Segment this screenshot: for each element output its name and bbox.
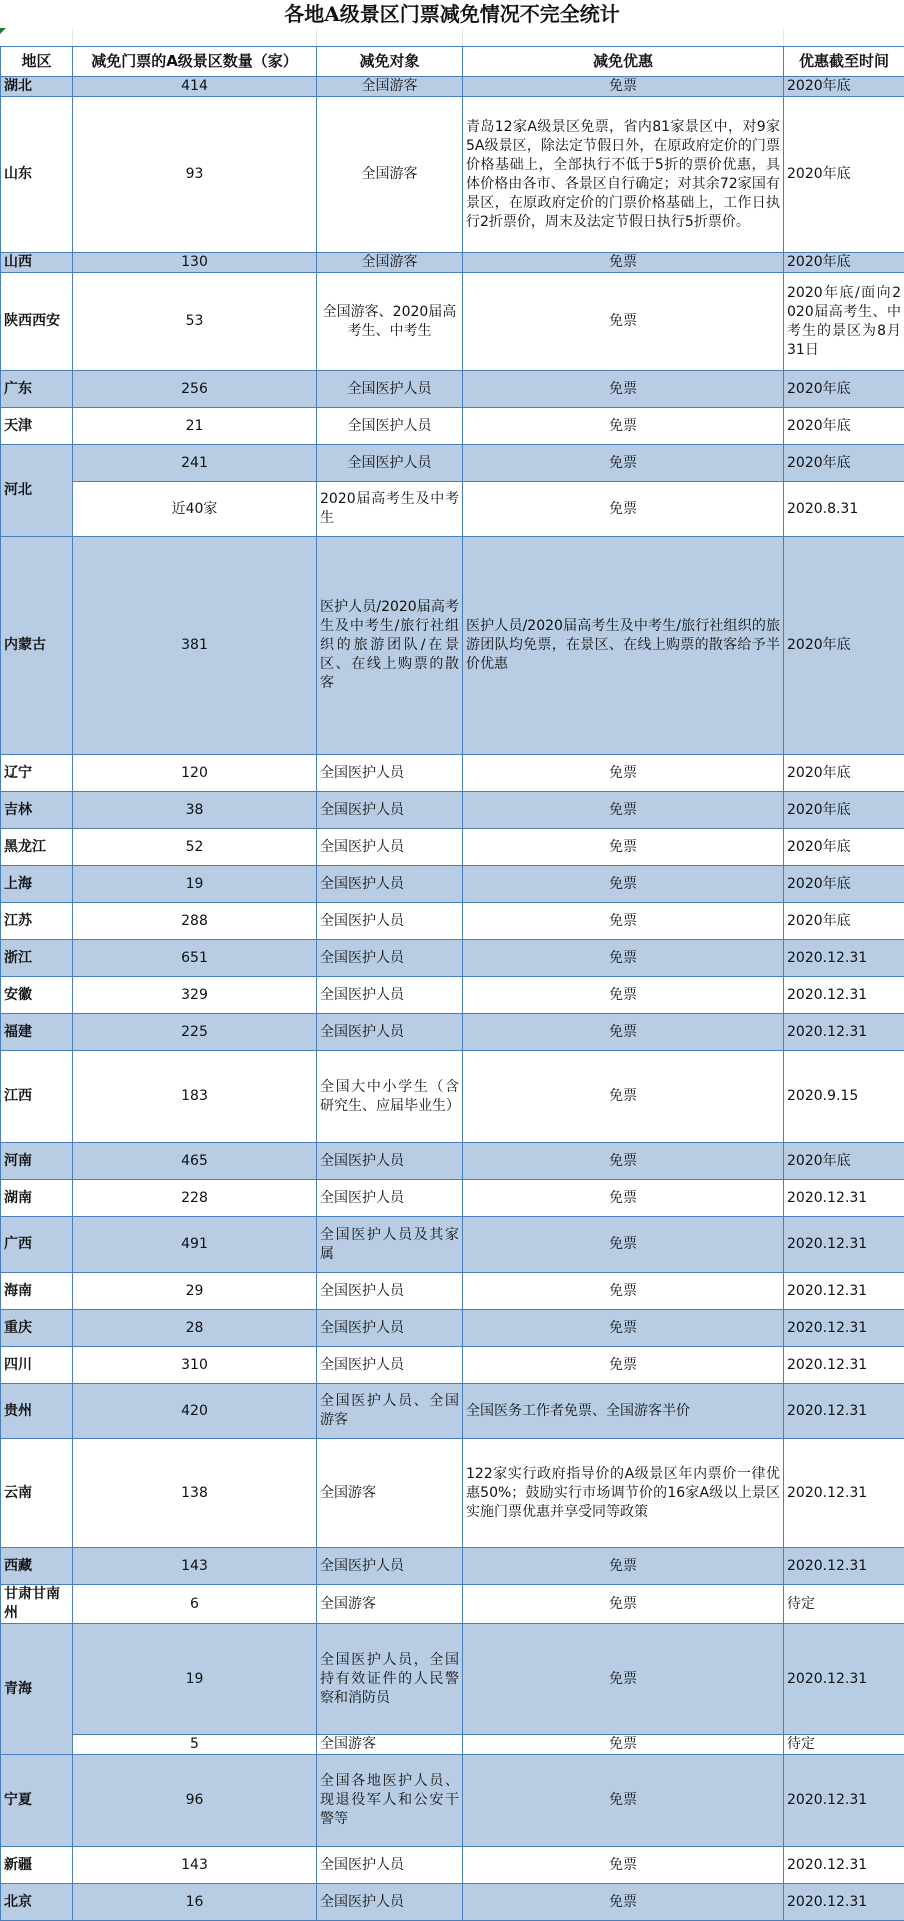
- discount-cell: 青岛12家A级景区免票，省内81家景区中，对9家5A级景区，除法定节假日外，在原政府定价的门票价格基础上，全部执行不低于5折的票价优惠，具体价格由各市、各景区自行确定；对其余72家国有景区，在原政府定价的门票价格基础上，工作日执行2折票价，周末及法定节假日执行5折票价。: [463, 97, 784, 253]
- table-row: [1, 1347, 904, 1384]
- deadline-cell: 2020年底: [784, 866, 904, 903]
- count-cell: 130: [73, 253, 317, 273]
- discount-cell: 免票: [463, 253, 784, 273]
- table-row: [1, 1624, 904, 1735]
- target-cell: 全国医护人员及其家属: [317, 1217, 463, 1273]
- table-row: [1, 1548, 904, 1585]
- table-row: [1, 1217, 904, 1273]
- discount-cell: 免票: [463, 1755, 784, 1847]
- target-cell: 全国各地医护人员、现退役军人和公安干警等: [317, 1755, 463, 1847]
- region-cell: 河南: [1, 1143, 73, 1180]
- deadline-cell: 2020年底: [784, 97, 904, 253]
- discount-cell: 免票: [463, 371, 784, 408]
- table-row: [1, 371, 904, 408]
- deadline-cell: 2020.12.31: [784, 1310, 904, 1347]
- region-cell: 天津: [1, 408, 73, 445]
- header-region: 地区: [1, 47, 73, 77]
- table-row: [1, 1051, 904, 1143]
- region-cell: 北京: [1, 1884, 73, 1921]
- deadline-cell: 2020.12.31: [784, 1548, 904, 1585]
- table-row: [1, 1384, 904, 1439]
- table-row: [1, 1180, 904, 1217]
- count-cell: 21: [73, 408, 317, 445]
- target-cell: 全国医护人员: [317, 792, 463, 829]
- deadline-cell: 2020年底/面向2020届高考生、中考生的景区为8月31日: [784, 273, 904, 371]
- header-count: 减免门票的A级景区数量（家）: [73, 47, 317, 77]
- count-cell: 420: [73, 1384, 317, 1439]
- table-row: [1, 1884, 904, 1921]
- count-cell: 288: [73, 903, 317, 940]
- count-cell: 465: [73, 1143, 317, 1180]
- region-cell: 新疆: [1, 1847, 73, 1884]
- table-row: [1, 1439, 904, 1548]
- count-cell: 5: [73, 1735, 317, 1755]
- deadline-cell: 2020.12.31: [784, 977, 904, 1014]
- region-cell: 青海: [1, 1624, 73, 1755]
- table-row: [1, 1143, 904, 1180]
- count-cell: 近40家: [73, 482, 317, 537]
- discount-cell: 免票: [463, 1014, 784, 1051]
- count-cell: 96: [73, 1755, 317, 1847]
- discount-cell: 免票: [463, 755, 784, 792]
- deadline-cell: 2020年底: [784, 371, 904, 408]
- header-target: 减免对象: [317, 47, 463, 77]
- count-cell: 310: [73, 1347, 317, 1384]
- target-cell: 全国医护人员: [317, 1847, 463, 1884]
- target-cell: 全国医护人员: [317, 1310, 463, 1347]
- sheet-title: 各地A级景区门票减免情况不完全统计: [0, 0, 904, 28]
- target-cell: 全国游客: [317, 1735, 463, 1755]
- region-cell: 广西: [1, 1217, 73, 1273]
- deadline-cell: 待定: [784, 1735, 904, 1755]
- count-cell: 19: [73, 866, 317, 903]
- header-discount: 减免优惠: [463, 47, 784, 77]
- discount-cell: 免票: [463, 1273, 784, 1310]
- count-cell: 329: [73, 977, 317, 1014]
- discount-cell: 122家实行政府指导价的A级景区年内票价一律优惠50%；鼓励实行市场调节价的16家A级以上景区实施门票优惠并享受同等政策: [463, 1439, 784, 1548]
- region-cell: 山西: [1, 253, 73, 273]
- discount-cell: 免票: [463, 866, 784, 903]
- target-cell: 全国医护人员: [317, 1273, 463, 1310]
- target-cell: 全国医护人员: [317, 866, 463, 903]
- region-cell: 黑龙江: [1, 829, 73, 866]
- table-row: [1, 977, 904, 1014]
- target-cell: 全国医护人员: [317, 1884, 463, 1921]
- target-cell: 全国医护人员: [317, 903, 463, 940]
- region-cell: 湖南: [1, 1180, 73, 1217]
- discount-cell: 免票: [463, 77, 784, 97]
- region-cell: 西藏: [1, 1548, 73, 1585]
- empty-grid-row: [0, 28, 904, 47]
- deadline-cell: 2020年底: [784, 253, 904, 273]
- deadline-cell: 2020年底: [784, 829, 904, 866]
- target-cell: 全国医护人员、全国游客: [317, 1384, 463, 1439]
- discount-cell: 免票: [463, 1585, 784, 1624]
- discount-cell: 全国医务工作者免票、全国游客半价: [463, 1384, 784, 1439]
- region-cell: 浙江: [1, 940, 73, 977]
- scenic-ticket-table: [0, 46, 904, 1921]
- target-cell: 2020届高考生及中考生: [317, 482, 463, 537]
- discount-cell: 免票: [463, 977, 784, 1014]
- discount-cell: 免票: [463, 1847, 784, 1884]
- deadline-cell: 2020年底: [784, 408, 904, 445]
- region-cell: 吉林: [1, 792, 73, 829]
- table-row: [1, 792, 904, 829]
- count-cell: 120: [73, 755, 317, 792]
- target-cell: 全国医护人员: [317, 371, 463, 408]
- count-cell: 241: [73, 445, 317, 482]
- region-cell: 江苏: [1, 903, 73, 940]
- target-cell: 全国游客: [317, 77, 463, 97]
- deadline-cell: 2020.12.31: [784, 1180, 904, 1217]
- target-cell: 全国医护人员: [317, 1548, 463, 1585]
- deadline-cell: 2020.12.31: [784, 1384, 904, 1439]
- region-cell: 四川: [1, 1347, 73, 1384]
- target-cell: 全国医护人员: [317, 1143, 463, 1180]
- table-row: [1, 253, 904, 273]
- region-cell: 江西: [1, 1051, 73, 1143]
- region-cell: 海南: [1, 1273, 73, 1310]
- table-row: [1, 537, 904, 755]
- discount-cell: 免票: [463, 482, 784, 537]
- target-cell: 全国游客: [317, 1585, 463, 1624]
- discount-cell: 免票: [463, 1548, 784, 1585]
- target-cell: 全国医护人员: [317, 829, 463, 866]
- deadline-cell: 2020年底: [784, 77, 904, 97]
- discount-cell: 医护人员/2020届高考生及中考生/旅行社组织的旅游团队均免票，在景区、在线上购票的散客给予半价优惠: [463, 537, 784, 755]
- target-cell: 全国医护人员: [317, 1180, 463, 1217]
- region-cell: 陕西西安: [1, 273, 73, 371]
- cell-corner-marker: [0, 28, 6, 34]
- discount-cell: 免票: [463, 1051, 784, 1143]
- deadline-cell: 2020年底: [784, 1143, 904, 1180]
- count-cell: 256: [73, 371, 317, 408]
- target-cell: 全国医护人员: [317, 755, 463, 792]
- count-cell: 183: [73, 1051, 317, 1143]
- region-cell: 广东: [1, 371, 73, 408]
- count-cell: 138: [73, 1439, 317, 1548]
- region-cell: 辽宁: [1, 755, 73, 792]
- discount-cell: 免票: [463, 829, 784, 866]
- discount-cell: 免票: [463, 1180, 784, 1217]
- region-cell: 甘肃甘南州: [1, 1585, 73, 1624]
- table-row: [1, 1735, 904, 1755]
- target-cell: 全国大中小学生（含研究生、应届毕业生）: [317, 1051, 463, 1143]
- deadline-cell: 2020.12.31: [784, 1217, 904, 1273]
- table-row: [1, 1585, 904, 1624]
- count-cell: 16: [73, 1884, 317, 1921]
- discount-cell: 免票: [463, 903, 784, 940]
- discount-cell: 免票: [463, 1884, 784, 1921]
- deadline-cell: 2020年底: [784, 537, 904, 755]
- deadline-cell: 2020.12.31: [784, 1439, 904, 1548]
- table-row: [1, 273, 904, 371]
- deadline-cell: 2020.12.31: [784, 1624, 904, 1735]
- discount-cell: 免票: [463, 1310, 784, 1347]
- region-cell: 贵州: [1, 1384, 73, 1439]
- table-row: [1, 1273, 904, 1310]
- region-cell: 福建: [1, 1014, 73, 1051]
- count-cell: 143: [73, 1847, 317, 1884]
- discount-cell: 免票: [463, 445, 784, 482]
- deadline-cell: 2020.12.31: [784, 1347, 904, 1384]
- count-cell: 53: [73, 273, 317, 371]
- target-cell: 全国游客: [317, 253, 463, 273]
- region-cell: 云南: [1, 1439, 73, 1548]
- deadline-cell: 2020.12.31: [784, 940, 904, 977]
- count-cell: 143: [73, 1548, 317, 1585]
- deadline-cell: 2020年底: [784, 903, 904, 940]
- table-row: [1, 77, 904, 97]
- deadline-cell: 2020.12.31: [784, 1755, 904, 1847]
- count-cell: 228: [73, 1180, 317, 1217]
- table-row: [1, 1755, 904, 1847]
- table-row: [1, 940, 904, 977]
- region-cell: 内蒙古: [1, 537, 73, 755]
- count-cell: 28: [73, 1310, 317, 1347]
- deadline-cell: 2020.12.31: [784, 1014, 904, 1051]
- table-row: [1, 482, 904, 537]
- count-cell: 29: [73, 1273, 317, 1310]
- target-cell: 医护人员/2020届高考生及中考生/旅行社组织的旅游团队/在景区、在线上购票的散客: [317, 537, 463, 755]
- count-cell: 414: [73, 77, 317, 97]
- target-cell: 全国游客、2020届高考生、中考生: [317, 273, 463, 371]
- table-row: [1, 903, 904, 940]
- target-cell: 全国游客: [317, 97, 463, 253]
- table-row: [1, 829, 904, 866]
- deadline-cell: 2020.12.31: [784, 1273, 904, 1310]
- discount-cell: 免票: [463, 792, 784, 829]
- table-row: [1, 755, 904, 792]
- header-row: [1, 47, 904, 77]
- count-cell: 19: [73, 1624, 317, 1735]
- deadline-cell: 2020.12.31: [784, 1847, 904, 1884]
- discount-cell: 免票: [463, 408, 784, 445]
- table-row: [1, 1014, 904, 1051]
- discount-cell: 免票: [463, 273, 784, 371]
- region-cell: 上海: [1, 866, 73, 903]
- deadline-cell: 2020.8.31: [784, 482, 904, 537]
- target-cell: 全国医护人员: [317, 940, 463, 977]
- table-row: [1, 1310, 904, 1347]
- region-cell: 山东: [1, 97, 73, 253]
- target-cell: 全国医护人员，全国持有效证件的人民警察和消防员: [317, 1624, 463, 1735]
- target-cell: 全国医护人员: [317, 445, 463, 482]
- deadline-cell: 2020年底: [784, 792, 904, 829]
- table-row: [1, 97, 904, 253]
- target-cell: 全国医护人员: [317, 1347, 463, 1384]
- discount-cell: 免票: [463, 1735, 784, 1755]
- target-cell: 全国游客: [317, 1439, 463, 1548]
- region-cell: 河北: [1, 445, 73, 537]
- discount-cell: 免票: [463, 940, 784, 977]
- discount-cell: 免票: [463, 1143, 784, 1180]
- discount-cell: 免票: [463, 1217, 784, 1273]
- target-cell: 全国医护人员: [317, 1014, 463, 1051]
- region-cell: 湖北: [1, 77, 73, 97]
- region-cell: 宁夏: [1, 1755, 73, 1847]
- count-cell: 93: [73, 97, 317, 253]
- discount-cell: 免票: [463, 1624, 784, 1735]
- header-deadline: 优惠截至时间: [784, 47, 904, 77]
- count-cell: 225: [73, 1014, 317, 1051]
- target-cell: 全国医护人员: [317, 408, 463, 445]
- count-cell: 52: [73, 829, 317, 866]
- table-row: [1, 408, 904, 445]
- table-row: [1, 866, 904, 903]
- table-row: [1, 445, 904, 482]
- deadline-cell: 2020.9.15: [784, 1051, 904, 1143]
- deadline-cell: 2020年底: [784, 755, 904, 792]
- count-cell: 381: [73, 537, 317, 755]
- count-cell: 6: [73, 1585, 317, 1624]
- region-cell: 重庆: [1, 1310, 73, 1347]
- discount-cell: 免票: [463, 1347, 784, 1384]
- count-cell: 651: [73, 940, 317, 977]
- deadline-cell: 2020.12.31: [784, 1884, 904, 1921]
- target-cell: 全国医护人员: [317, 977, 463, 1014]
- count-cell: 491: [73, 1217, 317, 1273]
- count-cell: 38: [73, 792, 317, 829]
- table-row: [1, 1847, 904, 1884]
- deadline-cell: 2020年底: [784, 445, 904, 482]
- region-cell: 安徽: [1, 977, 73, 1014]
- deadline-cell: 待定: [784, 1585, 904, 1624]
